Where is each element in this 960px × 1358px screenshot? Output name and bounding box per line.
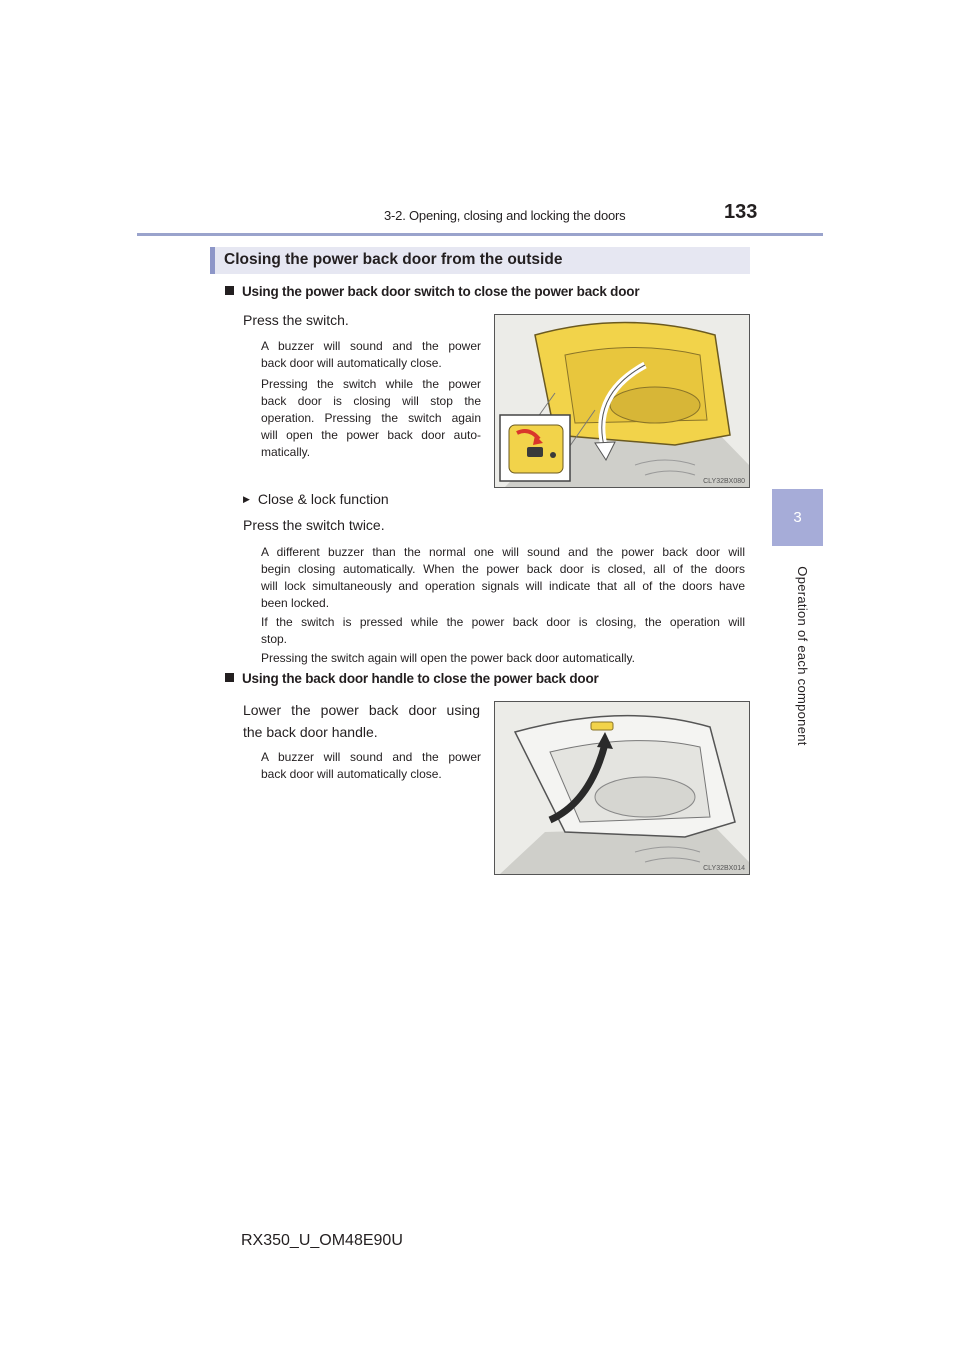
note-close-lock-reopen: Pressing the switch again will open the power back door automatically. (261, 651, 635, 665)
instruction-lower-door: Lower the power back door using the back door handle. (243, 702, 480, 740)
triangle-bullet-icon: ▶ (243, 494, 250, 504)
note-handle-buzzer: A buzzer will sound and the power back door will automatically close. (261, 750, 481, 781)
subsection-heading-switch: Using the power back door switch to close the power back door (225, 284, 639, 299)
square-bullet-icon (225, 286, 234, 295)
figure-back-door-switch (494, 314, 750, 488)
manual-code: RX350_U_OM48E90U (241, 1232, 403, 1249)
instruction-press-twice: Press the switch twice. (243, 517, 385, 533)
back-door-switch-illustration (495, 315, 749, 487)
subsection-heading-handle: Using the back door handle to close the power back door (225, 671, 599, 686)
instruction-press-switch: Press the switch. (243, 312, 349, 328)
note-stop-operation: Pressing the switch while the power back door is closing will stop the operation. Pressing the switch again will open the power back door auto- matically. (261, 377, 481, 459)
section-title: Closing the power back door from the outside (224, 251, 563, 268)
page-number: 133 (724, 201, 758, 223)
running-header: 3-2. Opening, closing and locking the doors (384, 208, 626, 223)
note-close-lock-buzzer: A different buzzer than the normal one will sound and the power back door will begin closing automatically. When the power back door is closed, all of the doors will lock simultaneously and operation signals will indicate that all of the doors have been locked. (261, 545, 745, 610)
note-close-lock-stop: If the switch is pressed while the power back door is closing, the operation will stop. (261, 615, 745, 646)
header-rule (137, 233, 823, 236)
square-bullet-icon (225, 673, 234, 682)
note-buzzer: A buzzer will sound and the power back door will automatically close. (261, 339, 481, 370)
figure-back-door-handle (494, 701, 750, 875)
figure-code: CLY32BX080 (703, 478, 745, 485)
bullet-close-lock: ▶ Close & lock function (243, 491, 389, 507)
chapter-label: Operation of each component (795, 566, 810, 746)
figure-code: CLY32BX014 (703, 865, 745, 872)
back-door-handle-illustration (495, 702, 749, 874)
chapter-number: 3 (793, 509, 802, 526)
